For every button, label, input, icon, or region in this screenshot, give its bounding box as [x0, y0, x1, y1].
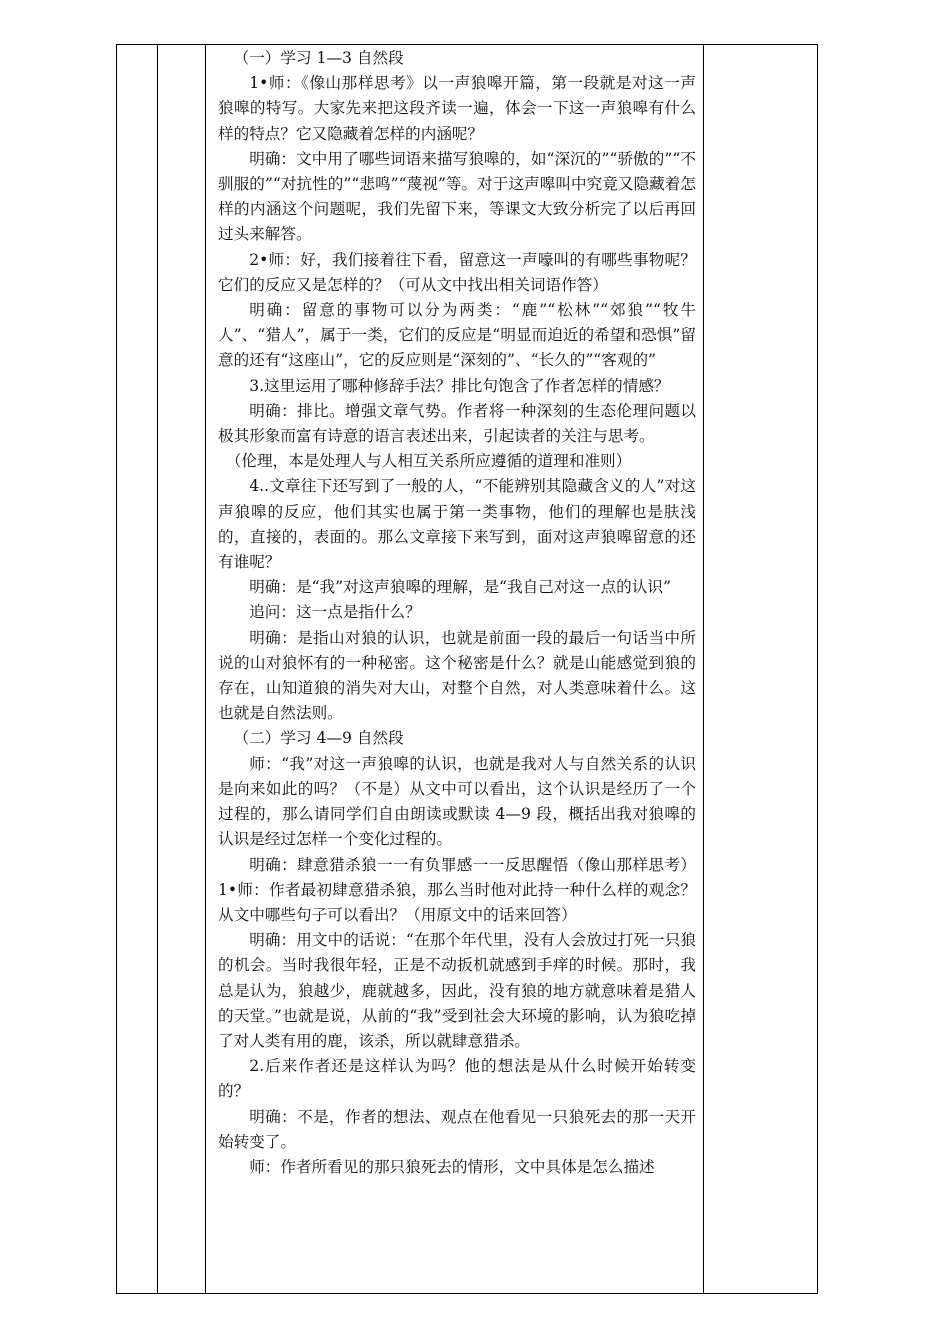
paragraph: （伦理，本是处理人与人相互关系所应遵循的道理和准则）: [225, 452, 632, 471]
paragraph: 明确：肆意猎杀狼一一有负罪感一一反思醒悟（像山那样思考）1•师：作者最初肆意猎杀狼，那么当时他对此持一种什么样的观念？从文中哪些句子可以看出？（用原文中的话来回答）: [218, 855, 696, 924]
paragraph: 追问：这一点是指什么？: [249, 603, 421, 622]
paragraph: 2.后来作者还是这样认为吗？他的想法是从什么时候开始转变的？: [218, 1057, 696, 1101]
table-bottom-border: [116, 1293, 818, 1294]
table-column-border: [703, 44, 704, 1294]
table-top-border: [116, 44, 818, 45]
lesson-text-cell: [218, 46, 696, 1180]
paragraph: 明确：用文中的话说：“在那个年代里，没有人会放过打死一只狼的机会。当时我很年轻，正是不动扳机就感到手痒的时候。那时，我总是认为，狼越少，鹿就越多，因此，没有狼的地方就意味着是猎人的天堂。”也就是说，从前的“我”受到社会大环境的影响，认为狼吃掉了对人类有用的鹿，该杀，所以就肆意猎杀。: [218, 931, 696, 1050]
paragraph: 明确：是指山对狼的认识，也就是前面一段的最后一句话当中所说的山对狼怀有的一种秘密。这个秘密是什么？就是山能感觉到狼的存在，山知道狼的消失对大山，对整个自然，对人类意味着什么。这也就是自然法则。: [218, 628, 696, 723]
paragraph: 明确：不是，作者的想法、观点在他看见一只狼死去的那一天开始转变了。: [218, 1107, 696, 1151]
paragraph: 师：作者所看见的那只狼死去的情形，文中具体是怎么描述: [249, 1157, 655, 1176]
paragraph: 明确：留意的事物可以分为两类：“鹿”“松林”“郊狼”“牧牛人”、“猎人”，属于一类，它们的反应是“明显而迫近的希望和恐惧”留意的还有“这座山”，它的反应则是“深刻的”、“长久的”“客观的”: [218, 301, 696, 370]
paragraph: 明确：文中用了哪些词语来描写狼嗥的，如“深沉的”“骄傲的”“不驯服的”“对抗性的”“悲鸣”“蔑视”等。对于这声嗥叫中究竟又隐藏着怎样的内涵这个问题呢，我们先留下来，等课文大致分析完了以后再回过头来解答。: [218, 149, 696, 244]
paragraph: 3.这里运用了哪种修辞手法？排比句饱含了作者怎样的情感？: [249, 376, 670, 395]
section-heading: （一）学习 1—3 自然段: [233, 49, 404, 67]
table-column-border: [205, 44, 206, 1294]
paragraph: 师：“我”对这一声狼嗥的认识，也就是我对人与自然关系的认识是向来如此的吗？（不是）从文中可以看出，这个认识是经历了一个过程的，那么请同学们自由朗读或默读 4—9 段，概括出我对狼嗥的认识是经过怎样一个变化过程的。: [218, 754, 696, 849]
paragraph: 1•师：《像山那样思考》以一声狼嗥开篇，第一段就是对这一声狼嗥的特写。大家先来把这段齐读一遍，体会一下这一声狼嗥有什么样的特点？它又隐藏着怎样的内涵呢？: [218, 74, 696, 143]
table-column-border: [817, 44, 818, 1294]
paragraph: 2•师：好，我们接着往下看，留意这一声嚎叫的有哪些事物呢？它们的反应又是怎样的？（可从文中找出相关词语作答）: [218, 250, 696, 294]
paragraph: 4..文章往下还写到了一般的人，“不能辨别其隐藏含义的人”对这声狼嗥的反应，他们其实也属于第一类事物，他们的理解也是肤浅的，直接的，表面的。那么文章接下来写到，面对这声狼嗥留意的还有谁呢？: [218, 477, 696, 572]
paragraph: 明确：排比。增强文章气势。作者将一种深刻的生态伦理问题以极其形象而富有诗意的语言表述出来，引起读者的关注与思考。: [218, 401, 696, 446]
table-column-border: [157, 44, 158, 1294]
table-column-border: [116, 44, 117, 1294]
section-heading: （二）学习 4—9 自然段: [233, 729, 404, 748]
paragraph: 明确：是“我”对这声狼嗥的理解，是“我自己对这一点的认识”: [249, 578, 671, 597]
